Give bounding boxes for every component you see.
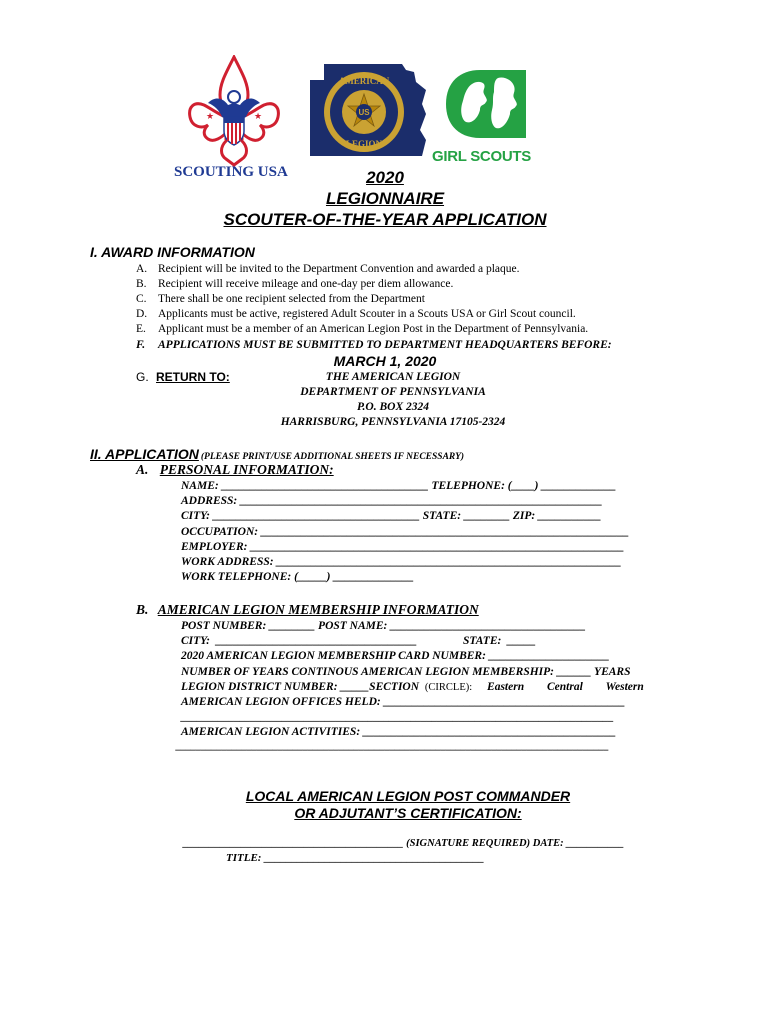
legion-membership-heading xyxy=(136,602,479,618)
section-option-central[interactable]: Central xyxy=(546,681,583,693)
award-item-text: There shall be one recipient selected from the Department xyxy=(158,293,425,305)
work-address-field[interactable]: WORK ADDRESS: ____________________________________________________________ xyxy=(181,556,622,568)
return-address-line: HARRISBURG, PENNSYLVANIA 17105-2324 xyxy=(280,416,506,428)
offices-held-continuation-line[interactable]: _________________________________________________________________________________ xyxy=(181,711,614,723)
certifier-title-field[interactable]: TITLE: ________________________________________ xyxy=(226,852,485,864)
section-option-eastern[interactable]: Eastern xyxy=(487,681,525,693)
svg-text:★: ★ xyxy=(206,112,215,122)
return-address-line: DEPARTMENT OF PENNSYLVANIA xyxy=(300,386,486,398)
award-item xyxy=(136,323,588,335)
award-item xyxy=(136,293,425,305)
title-main: LEGIONNAIRE xyxy=(325,189,445,208)
award-item xyxy=(136,278,453,290)
legion-membership-title: AMERICAN LEGION MEMBERSHIP INFORMATION xyxy=(157,602,479,617)
legion-bottom-text: LEGION xyxy=(345,139,383,149)
personal-info-title: PERSONAL INFORMATION: xyxy=(159,462,334,477)
girl-scouts-label: GIRL SCOUTS xyxy=(432,148,531,165)
legion-top-text: AMERICAN xyxy=(338,76,390,86)
award-item xyxy=(136,308,576,320)
work-telephone-field[interactable]: WORK TELEPHONE: (_____) ______________ xyxy=(181,571,414,583)
application-note: (PLEASE PRINT/USE ADDITIONAL SHEETS IF NECESSARY) xyxy=(200,452,465,462)
award-item-letter: E. xyxy=(136,323,146,335)
legion-activities-field[interactable]: AMERICAN LEGION ACTIVITIES: ____________________________________________ xyxy=(181,726,617,738)
address-field[interactable]: ADDRESS: _______________________________________________________________ xyxy=(181,495,603,507)
scouting-usa-logo xyxy=(186,55,282,167)
city-state-zip-field[interactable]: CITY: ____________________________________ STATE: ________ ZIP: ___________ xyxy=(181,510,602,522)
return-letter: G. xyxy=(136,370,149,384)
activities-continuation-line[interactable]: _____________________________________________________________________________________ xyxy=(176,741,609,752)
legion-district-field[interactable]: LEGION DISTRICT NUMBER: _____SECTION xyxy=(181,681,420,693)
award-item xyxy=(136,263,520,275)
svg-text:★: ★ xyxy=(254,112,263,122)
membership-card-number-field[interactable]: 2020 AMERICAN LEGION MEMBERSHIP CARD NUMBER: _____________________ xyxy=(181,650,610,662)
certification-title-line2: OR ADJUTANT’S CERTIFICATION: xyxy=(294,805,522,821)
award-item-letter: A. xyxy=(136,263,148,275)
legion-membership-letter: B. xyxy=(136,602,149,617)
award-item-letter: D. xyxy=(136,308,148,320)
circle-instruction: (CIRCLE): xyxy=(424,682,473,693)
award-item-text: Recipient will be invited to the Department Convention and awarded a plaque. xyxy=(158,263,520,275)
name-phone-field[interactable]: NAME: ____________________________________ TELEPHONE: (____) _____________ xyxy=(181,480,617,492)
award-item-letter: F. xyxy=(136,339,146,351)
award-item-text: Applicant must be a member of an American Legion Post in the Department of Pennsylvania. xyxy=(158,323,589,335)
years-membership-field[interactable]: NUMBER OF YEARS CONTINOUS AMERICAN LEGION MEMBERSHIP: ______ YEARS xyxy=(181,666,631,678)
award-item-text: Recipient will receive mileage and one-day per diem allowance. xyxy=(158,278,454,290)
legion-district-row xyxy=(181,681,644,693)
offices-held-field[interactable]: AMERICAN LEGION OFFICES HELD: __________________________________________ xyxy=(181,696,626,708)
american-legion-logo xyxy=(302,60,430,168)
award-item-letter: B. xyxy=(136,278,147,290)
award-item-text: Applicants must be active, registered Adult Scouter in a Scouts USA or Girl Scout council. xyxy=(158,308,576,320)
scouting-usa-label: SCOUTING USA xyxy=(174,164,288,180)
post-city-state-field[interactable]: CITY: ___________________________________ STATE: _____ xyxy=(181,635,536,647)
return-label: RETURN TO: xyxy=(156,370,230,384)
section-option-western[interactable]: Western xyxy=(605,681,644,693)
title-subtitle: SCOUTER-OF-THE-YEAR APPLICATION xyxy=(223,210,547,229)
award-item-letter: C. xyxy=(136,293,147,305)
post-number-name-field[interactable]: POST NUMBER: ________ POST NAME: __________________________________ xyxy=(181,620,586,632)
occupation-field[interactable]: OCCUPATION: ________________________________________________________________ xyxy=(181,526,629,538)
certification-title-line1: LOCAL AMERICAN LEGION POST COMMANDER xyxy=(245,788,571,804)
signature-date-field[interactable]: __________________________________________ (SIGNATURE REQUIRED) DATE: ___________ xyxy=(183,838,625,849)
award-item xyxy=(136,339,612,351)
return-address-line: THE AMERICAN LEGION xyxy=(325,371,461,383)
personal-info-letter: A. xyxy=(136,462,149,477)
legion-center-text: US xyxy=(358,108,370,117)
return-to-row xyxy=(136,370,230,384)
title-year: 2020 xyxy=(366,168,404,187)
personal-info-heading xyxy=(136,462,334,478)
award-item-text: APPLICATIONS MUST BE SUBMITTED TO DEPARTMENT HEADQUARTERS BEFORE: xyxy=(158,339,612,351)
award-info-heading: I. AWARD INFORMATION xyxy=(90,244,255,260)
return-address-line: P.O. BOX 2324 xyxy=(357,401,429,413)
deadline-date: MARCH 1, 2020 xyxy=(333,353,437,369)
application-heading: II. APPLICATION xyxy=(90,446,199,462)
employer-field[interactable]: EMPLOYER: _________________________________________________________________ xyxy=(181,541,625,553)
girl-scouts-logo xyxy=(442,68,528,140)
